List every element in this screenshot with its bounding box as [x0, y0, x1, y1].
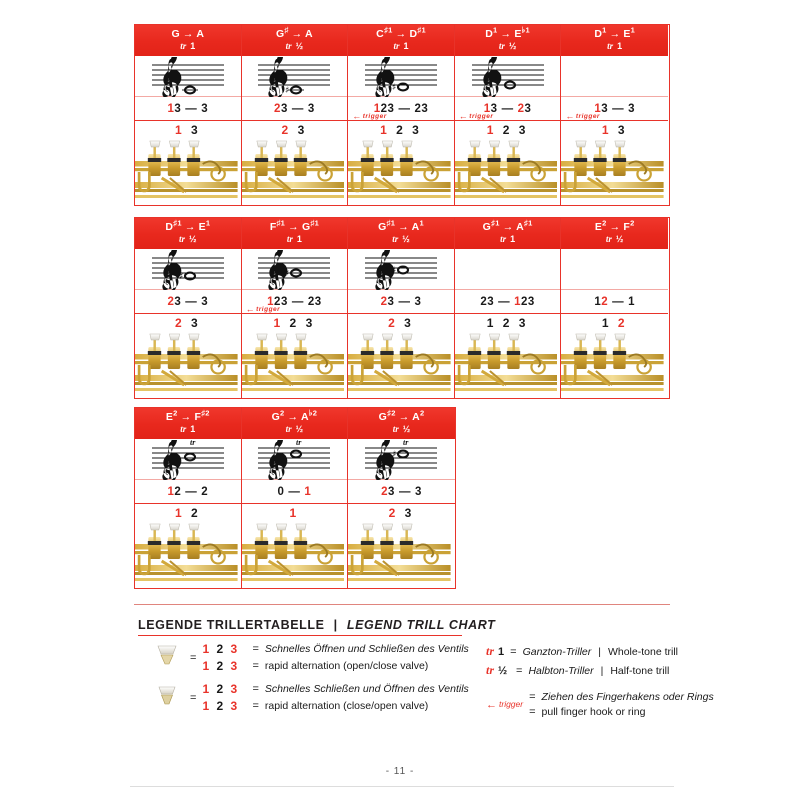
legend-text-en: rapid alternation (open/close valve) — [264, 660, 429, 672]
legend-equals: = — [510, 645, 517, 658]
trill-header — [348, 218, 454, 250]
legend-whole-tone-row — [486, 644, 678, 659]
legend-text-en: rapid alternation (close/open valve) — [264, 700, 429, 712]
valve-diagram-cell — [561, 121, 668, 205]
fingering-row: 23 — 1 2 3 — [455, 290, 561, 314]
trigger-arrow-icon: ← trigger — [486, 698, 524, 711]
trumpet-valve-photo — [135, 138, 241, 205]
trill-interval-label: $E^2 \to F^{♯2}$ — [165, 408, 210, 423]
valve-diagram-cell — [561, 314, 668, 398]
trumpet-valve-photo — [348, 331, 454, 398]
trill-column — [242, 408, 349, 588]
valve-label: 1 2 3 — [486, 123, 529, 137]
trill-header — [455, 218, 561, 250]
trill-column — [242, 218, 349, 398]
trumpet-valve-photo — [242, 331, 348, 398]
legend-whole-en: Whole-tone trill — [607, 645, 678, 658]
fingering-row: 0 — 1 — [242, 480, 348, 504]
trill-interval-label: $D^{♯1} \to E^1$ — [165, 218, 211, 233]
legend-equals-3: = — [252, 660, 259, 672]
fingering-row: 2 3 — 3 — [348, 290, 454, 314]
fingering-row: 1 3 — 2 3 ←trigger — [455, 97, 561, 121]
legend-half-tone-row — [486, 663, 672, 678]
trill-column — [348, 25, 455, 205]
trill-block-3 — [134, 407, 456, 589]
page-number: - 11 - — [385, 766, 415, 777]
svg-text:♯: ♯ — [391, 265, 397, 276]
valve-label: 1 2 3 — [486, 316, 529, 330]
legend-half-en: Half-tone trill — [610, 664, 670, 677]
valve-open-icon — [154, 644, 184, 671]
legend-row — [154, 642, 484, 673]
valve-label: 1 2 3 — [380, 123, 422, 137]
trill-header — [348, 408, 455, 440]
valve-label: 2 3 — [174, 316, 201, 330]
trill-interval-label: $G^{♯2} \to A^2$ — [378, 408, 425, 423]
trill-interval-label: $D^1 \to E^{♭1}$ — [485, 25, 530, 40]
footer-rule — [130, 786, 674, 787]
legend-half-de: Halbton-Triller — [528, 664, 594, 677]
fingering-row: 2 3 — 3 — [348, 480, 455, 504]
trill-interval-label: $G^{♯1} \to A^1$ — [378, 218, 424, 233]
trigger-equals-2: = — [529, 706, 536, 718]
valve-diagram-cell — [242, 314, 348, 398]
trill-type-label: tr ½ — [285, 41, 304, 51]
trumpet-valve-photo — [242, 138, 348, 205]
fingering-row: 1 2 — 1 — [561, 290, 668, 314]
valve-label: 1 3 — [601, 123, 628, 137]
music-staff — [135, 250, 241, 290]
valve-diagram-cell — [242, 121, 348, 205]
trill-header — [242, 25, 348, 57]
valve-diagram-cell — [135, 121, 241, 205]
valve-label: 1 — [289, 506, 300, 520]
music-staff — [242, 250, 348, 290]
trill-column — [135, 408, 242, 588]
music-staff — [455, 57, 561, 97]
trigger-text-de: Ziehen des Fingerhakens oder Rings — [541, 691, 714, 703]
legend-valve-numbers-en: 1 2 3 — [202, 699, 240, 713]
trill-interval-label: $G^{♯1} \to A^{♯1}$ — [482, 218, 533, 233]
legend-sep: | — [598, 645, 601, 658]
trigger-note: ←trigger — [245, 304, 281, 314]
trill-type-label: tr ½ — [179, 234, 197, 244]
trigger-note: ←trigger — [565, 111, 600, 121]
trill-half-value: ½ — [498, 664, 508, 677]
legend-equals-2: = — [252, 683, 259, 695]
trill-column — [561, 218, 668, 398]
trill-header — [348, 25, 454, 57]
valve-closed-icon — [154, 684, 184, 711]
legend-title-en: LEGEND TRILL CHART — [346, 618, 496, 632]
trigger-note: ←trigger — [352, 111, 387, 121]
trill-type-label: tr 1 — [607, 41, 623, 51]
trill-column — [135, 218, 242, 398]
legend-equals-2: = — [516, 664, 523, 677]
trumpet-valve-photo — [455, 138, 561, 205]
legend-title-de: LEGENDE TRILLERTABELLE — [138, 618, 325, 632]
svg-text:♯: ♯ — [285, 268, 290, 279]
valve-diagram-cell — [242, 504, 348, 588]
trill-type-label: tr 1 — [393, 41, 409, 51]
trill-type-label: tr ½ — [605, 234, 624, 244]
valve-diagram-cell — [348, 121, 454, 205]
trill-type-label: tr ½ — [392, 424, 411, 434]
trumpet-valve-photo — [561, 138, 668, 205]
trumpet-valve-photo — [561, 331, 668, 398]
trill-type-label: tr ½ — [498, 41, 517, 51]
trill-interval-label: $C^{♯1} \to D^{♯1}$ — [376, 25, 426, 40]
svg-text:tr: tr — [403, 439, 409, 447]
trill-interval-label: G♯ → A — [275, 25, 313, 40]
legend-valve-numbers: 1 2 3 — [202, 642, 240, 656]
legend-equals: = — [190, 651, 197, 664]
trumpet-valve-photo — [135, 331, 241, 398]
svg-text:♯: ♯ — [392, 449, 397, 460]
fingering-row: 2 3 — 3 — [135, 290, 241, 314]
legend-whole-de: Ganzton-Triller — [522, 645, 592, 658]
valve-diagram-cell — [455, 121, 561, 205]
valve-label: 2 3 — [281, 123, 308, 137]
trill-column — [455, 218, 562, 398]
trill-type-label: tr 1 — [180, 41, 196, 51]
legend-text-de: Schnelles Schließen und Öffnen des Ventils — [264, 683, 469, 695]
trill-type-label: tr 1 — [500, 234, 516, 244]
trill-column — [242, 25, 349, 205]
trill-header — [455, 25, 561, 57]
trill-type-label: tr ½ — [392, 234, 410, 244]
fingering-row: 1 3 — 3 ←trigger — [561, 97, 668, 121]
valve-diagram-cell — [348, 314, 454, 398]
music-staff — [561, 250, 668, 290]
legend-equals-3: = — [252, 700, 259, 712]
trill-column — [348, 218, 455, 398]
trumpet-valve-photo — [348, 138, 454, 205]
fingering-row: 1 3 — 3 — [135, 97, 241, 121]
valve-label: 2 3 — [388, 316, 414, 330]
trill-header — [135, 218, 241, 250]
fingering-row: 1 2 3 — 23 ←trigger — [242, 290, 348, 314]
valve-label: 2 3 — [388, 506, 415, 520]
trigger-label: trigger — [499, 698, 524, 709]
valve-diagram-cell — [348, 504, 455, 588]
trill-interval-label: G → A — [171, 28, 205, 40]
trill-header — [561, 25, 668, 57]
legend-title-underline — [138, 635, 462, 636]
legend-left-column — [154, 642, 484, 722]
trigger-equals: = — [529, 691, 536, 703]
svg-text:tr: tr — [189, 439, 196, 447]
trumpet-valve-photo — [348, 521, 455, 588]
trill-type-label: tr ½ — [285, 424, 304, 434]
legend-row — [154, 682, 484, 713]
svg-text:♯: ♯ — [391, 82, 397, 93]
valve-label: 1 3 — [174, 123, 201, 137]
music-staff — [561, 57, 668, 97]
legend-sep-2: | — [600, 664, 604, 677]
legend-title-separator: | — [333, 618, 338, 632]
legend-right-rows — [486, 644, 714, 718]
trill-interval-label: $D^1 \to E^1$ — [594, 25, 636, 40]
fingering-row: 1 2 — 2 — [135, 480, 241, 504]
trill-column — [455, 25, 562, 205]
legend-title — [138, 618, 495, 632]
trigger-text-en: pull finger hook or ring — [541, 706, 646, 718]
legend-text-de: Schnelles Öffnen und Schließen des Ventils — [264, 643, 469, 655]
legend-valve-numbers: 1 2 3 — [202, 682, 240, 696]
trill-type-label: tr 1 — [180, 424, 196, 434]
valve-label: 1 2 — [601, 316, 628, 330]
trill-block-1 — [134, 24, 670, 206]
trill-whole-value: 1 — [498, 645, 505, 658]
music-staff — [348, 57, 454, 97]
trill-block-2 — [134, 217, 670, 399]
svg-text:♯: ♯ — [178, 271, 184, 282]
trill-symbol-icon-2: tr — [486, 663, 495, 677]
trill-header — [561, 218, 668, 250]
trumpet-valve-photo — [455, 331, 561, 398]
trill-type-label: tr 1 — [286, 234, 302, 244]
svg-text:tr: tr — [296, 439, 302, 447]
trill-header — [242, 408, 348, 440]
trill-interval-label: $G^2 \to A^{♭2}$ — [271, 408, 318, 423]
music-staff — [135, 440, 241, 480]
trill-header — [135, 408, 241, 440]
trill-column — [561, 25, 668, 205]
svg-text:♯: ♯ — [285, 85, 290, 96]
trill-interval-label: $E^2 \to F^2$ — [594, 218, 635, 233]
valve-diagram-cell — [455, 314, 561, 398]
music-staff — [348, 440, 455, 480]
trill-interval-label: $F^{♯1} \to G^{♯1}$ — [269, 218, 319, 233]
music-staff — [455, 250, 561, 290]
legend-valve-numbers-en: 1 2 3 — [202, 659, 240, 673]
trill-column — [135, 25, 242, 205]
music-staff — [242, 57, 348, 97]
fingering-row: 1 2 3 — 23 ←trigger — [348, 97, 454, 121]
valve-diagram-cell — [135, 314, 241, 398]
legend-equals: = — [190, 691, 197, 704]
fingering-row: 2 3 — 3 — [242, 97, 348, 121]
trill-column — [348, 408, 455, 588]
valve-label: 1 2 — [174, 506, 201, 520]
trumpet-valve-photo — [135, 521, 241, 588]
trill-header — [135, 25, 241, 57]
legend-trigger-row — [486, 691, 714, 718]
valve-diagram-cell — [135, 504, 241, 588]
legend-right-column — [486, 644, 714, 718]
trumpet-valve-photo — [242, 521, 348, 588]
legend-equals-2: = — [252, 643, 259, 655]
valve-label: 1 2 3 — [273, 316, 316, 330]
trigger-note: ←trigger — [458, 111, 494, 121]
music-staff — [135, 57, 241, 97]
music-staff — [348, 250, 454, 290]
music-staff — [242, 440, 348, 480]
trill-symbol-icon: tr — [486, 644, 495, 658]
legend-top-rule — [134, 604, 670, 605]
trill-header — [242, 218, 348, 250]
